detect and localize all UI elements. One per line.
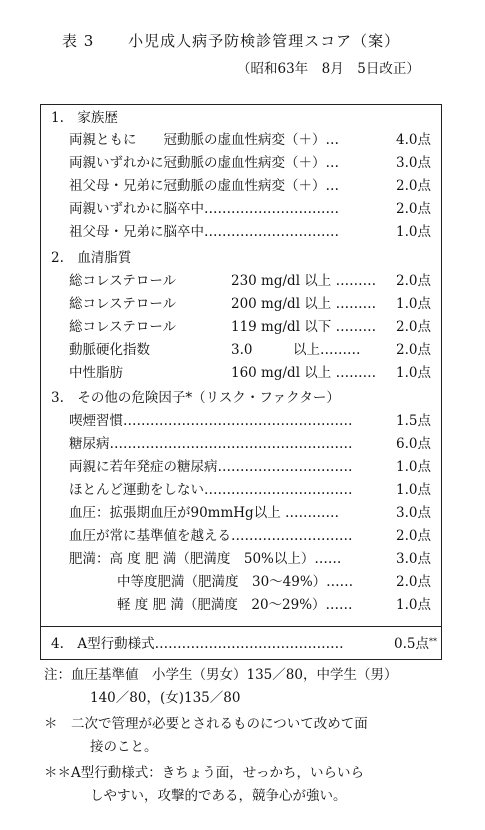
note-line: ＊＊A型行動様式：きちょう面，せっかち，いらいら	[44, 765, 364, 781]
lipid-value: 3.0 以上………	[231, 342, 361, 358]
section-heading-other-risk: 3. その他の危険因子*（リスク・ファクター）	[51, 390, 340, 406]
lipid-label: 総コレステロール	[69, 319, 177, 335]
section-divider	[41, 626, 441, 627]
note-line: しやすい，攻撃的である，競争心が強い。	[90, 788, 347, 804]
lipid-value: 160 mg/dl 以上 ………	[231, 365, 377, 381]
risk-points: 1.5点	[396, 413, 431, 429]
lipid-points: 2.0点	[396, 319, 431, 335]
risk-points: 1.0点	[396, 597, 431, 613]
score-table	[40, 104, 442, 660]
family-points: 2.0点	[396, 201, 431, 217]
risk-row: 両親に若年発症の糖尿病…………………………	[69, 459, 353, 475]
type-a-dots: ……………………………………	[154, 636, 344, 652]
lipid-points: 2.0点	[396, 342, 431, 358]
lipid-row	[69, 293, 429, 315]
family-row: 両親ともに 冠動脈の虚血性病変（＋）…	[69, 132, 339, 148]
risk-points: 2.0点	[396, 528, 431, 544]
lipid-value: 200 mg/dl 以上 ………	[231, 296, 377, 312]
risk-points: 3.0点	[396, 551, 431, 567]
risk-row: 血圧が常に基準値を越える………………………	[69, 528, 353, 544]
family-row: 両親いずれかに冠動脈の虚血性病変（＋）…	[69, 155, 339, 171]
table-title: 小児成人病予防検診管理スコア（案）	[128, 32, 401, 50]
type-a-heading: 4. A型行動様式	[51, 636, 155, 652]
family-row: 両親いずれかに脳卒中…………………………	[69, 201, 339, 217]
lipid-row	[69, 362, 429, 384]
lipid-label: 動脈硬化指数	[69, 342, 150, 358]
risk-row: 軽 度 肥 満（肥満度 20〜29%）……	[117, 597, 353, 613]
risk-row: 血圧：拡張期血圧が90mmHg以上 …………	[69, 505, 339, 521]
family-row: 祖父母・兄弟に冠動脈の虚血性病変（＋）…	[69, 178, 339, 194]
page-title	[62, 30, 400, 51]
risk-row: 喫煙習慣……………………………………………	[69, 413, 353, 429]
risk-points: 2.0点	[396, 574, 431, 590]
family-points: 3.0点	[396, 155, 431, 171]
family-points: 1.0点	[396, 224, 431, 240]
risk-points: 1.0点	[396, 482, 431, 498]
family-points: 4.0点	[396, 132, 431, 148]
risk-points: 6.0点	[396, 436, 431, 452]
risk-points: 3.0点	[396, 505, 431, 521]
risk-row: 肥満：高 度 肥 満（肥満度 50%以上）……	[69, 551, 342, 567]
section-heading-family: 1. 家族歴	[51, 110, 118, 126]
risk-points: 1.0点	[396, 459, 431, 475]
double-asterisk: **	[429, 637, 437, 646]
lipid-points: 2.0点	[396, 273, 431, 289]
type-a-points	[394, 633, 437, 655]
note-line: 注：血圧基準値 小学生（男女）135／80，中学生（男）	[44, 667, 398, 683]
lipid-row	[69, 316, 429, 338]
risk-row: 糖尿病………………………………………………	[69, 436, 353, 452]
lipid-row	[69, 339, 429, 361]
lipid-label: 中性脂肪	[69, 365, 123, 381]
note-line: 接のこと。	[90, 739, 158, 755]
risk-row: ほとんど運動をしない……………………………	[69, 482, 353, 498]
lipid-value: 119 mg/dl 以下 ………	[231, 319, 377, 335]
lipid-label: 総コレステロール	[69, 296, 177, 312]
lipid-row	[69, 270, 429, 292]
type-a-score: 0.5点	[394, 636, 429, 652]
family-row: 祖父母・兄弟に脳卒中…………………………	[69, 224, 339, 240]
note-line: 140／80，(女)135／80	[90, 690, 241, 706]
lipid-points: 1.0点	[396, 296, 431, 312]
lipid-value: 230 mg/dl 以上 ………	[231, 273, 377, 289]
note-line: ＊ 二次で管理が必要とされるものについて改めて面	[44, 716, 368, 732]
revision-date: （昭和63年 8月 5日改正）	[237, 61, 420, 77]
risk-row: 中等度肥満（肥満度 30〜49%）……	[117, 574, 354, 590]
family-points: 2.0点	[396, 178, 431, 194]
table-number: 表 3	[62, 32, 95, 50]
section-heading-lipids: 2. 血清脂質	[51, 250, 132, 266]
section-heading-type-a	[51, 633, 344, 655]
lipid-points: 1.0点	[396, 365, 431, 381]
lipid-label: 総コレステロール	[69, 273, 177, 289]
